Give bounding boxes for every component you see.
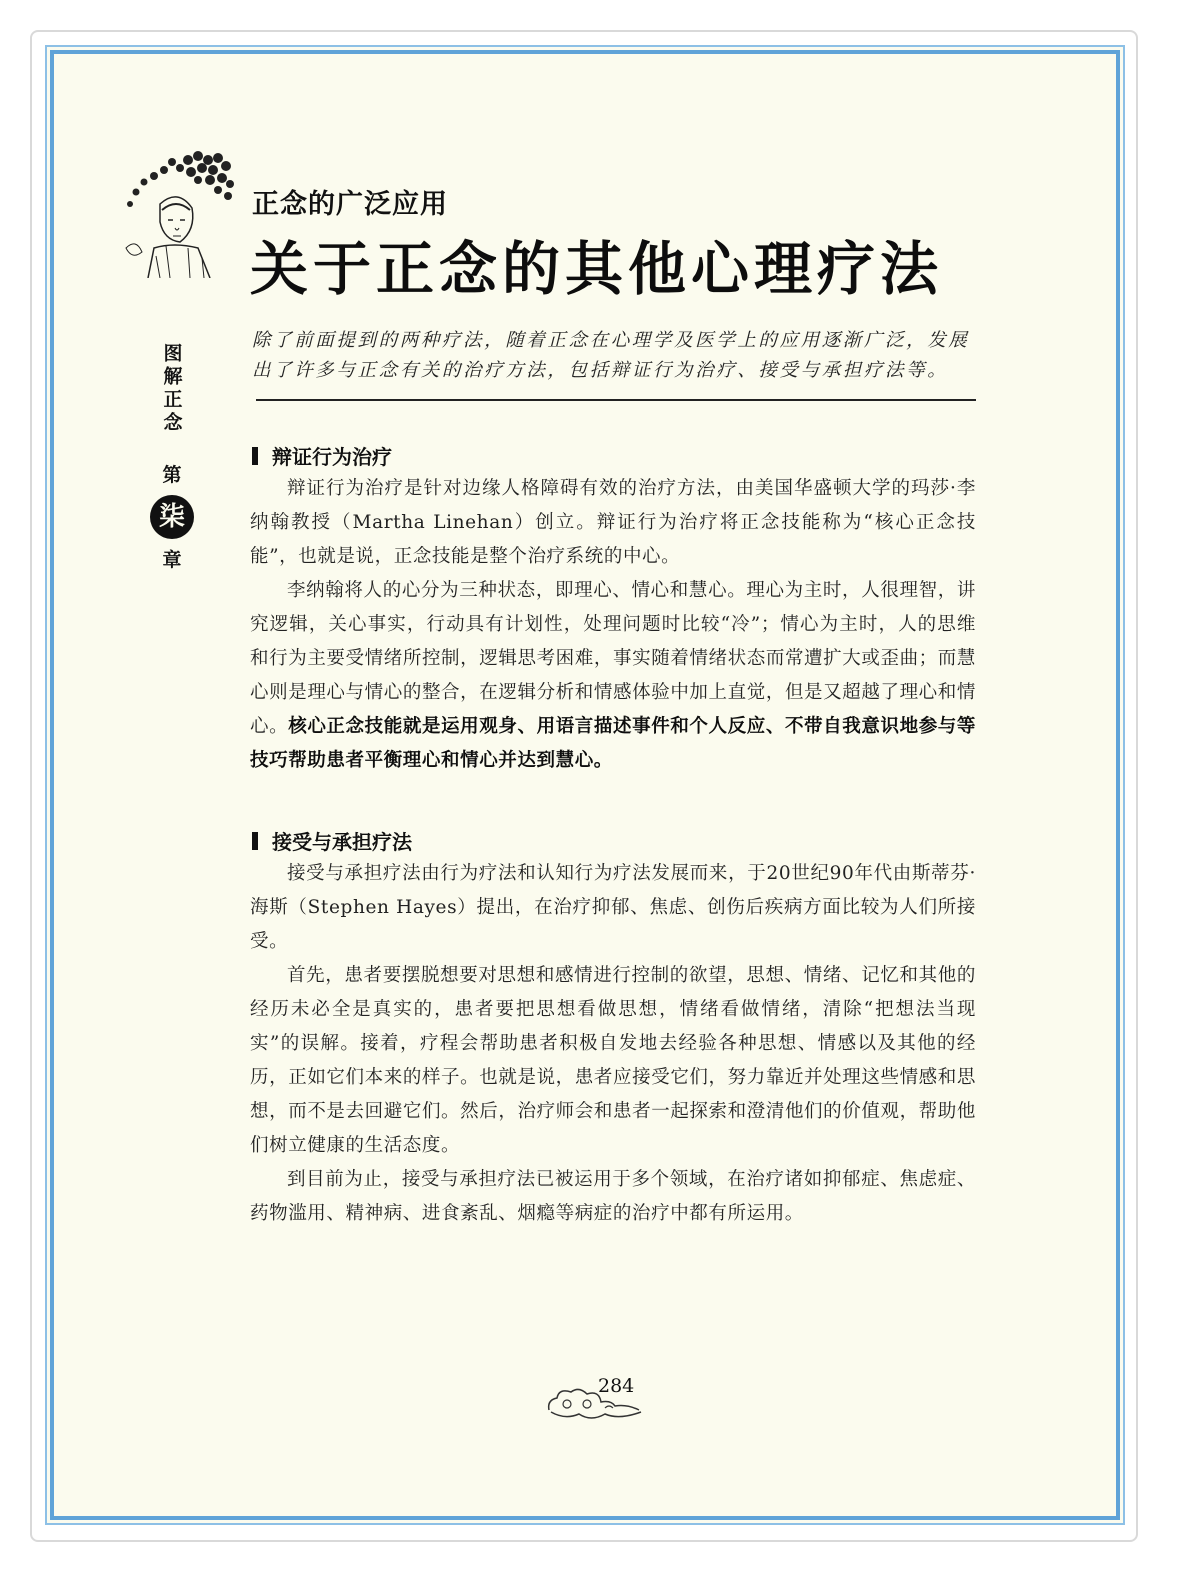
paragraph-text: 李纳翰将人的心分为三种状态，即理心、情心和慧心。理心为主时，人很理智，讲究逻辑，关心事实，行动具有计划性，处理问题时比较“冷”；情心为主时，人的思维和行为主要受情绪所控制，逻辑思考困难，事实随着情绪状态而常遭扩大或歪曲；而慧心则是理心与情心的整合，在逻辑分析和情感体验中加上直觉，但是又超越了理心和情心。 (250, 580, 976, 737)
heading-marker (252, 832, 258, 850)
chapter-prefix: 第 (162, 464, 182, 486)
section-heading-act (252, 826, 412, 855)
paragraph: 首先，患者要摆脱想要对思想和感情进行控制的欲望，思想、情绪、记忆和其他的经历未必全是真实的，患者要把思想看做思想，情绪看做情绪，清除“把想法当现实”的误解。接着，疗程会帮助患者积极自发地去经验各种思想、情感以及其他的经历，正如它们本来的样子。也就是说，患者应接受它们，努力靠近并处理这些情感和思想，而不是去回避它们。然后，治疗师会和患者一起探索和澄清他们的价值观，帮助他们树立健康的生活态度。 (250, 965, 976, 1156)
intro-paragraph: 除了前面提到的两种疗法，随着正念在心理学及医学上的应用逐渐广泛，发展出了许多与正念有关的治疗方法，包括辩证行为治疗、接受与承担疗法等。 (252, 330, 970, 381)
chapter-suffix: 章 (162, 549, 182, 571)
intro-divider (256, 399, 976, 401)
section-body-act (250, 857, 976, 1231)
paragraph: 辩证行为治疗是针对边缘人格障碍有效的治疗方法，由美国华盛顿大学的玛莎·李纳翰教授（Martha Linehan）创立。辩证行为治疗将正念技能称为“核心正念技能”，也就是说，正念技能是整个治疗系统的中心。 (250, 478, 976, 567)
paragraph: 到目前为止，接受与承担疗法已被运用于多个领域，在治疗诸如抑郁症、焦虑症、药物滥用、精神病、进食紊乱、烟瘾等病症的治疗中都有所运用。 (250, 1169, 976, 1224)
paragraph: 接受与承担疗法由行为疗法和认知行为疗法发展而来，于20世纪90年代由斯蒂芬·海斯（Stephen Hayes）提出，在治疗抑郁、焦虑、创伤后疾病方面比较为人们所接受。 (250, 863, 976, 952)
section-heading-text: 辩证行为治疗 (272, 445, 392, 469)
section-heading-dbt (252, 441, 392, 470)
heading-marker (252, 447, 258, 465)
chapter-side-label (150, 343, 194, 572)
section-kicker: 正念的广泛应用 (252, 189, 448, 220)
section-heading-text: 接受与承担疗法 (272, 830, 412, 854)
page-title: 关于正念的其他心理疗法 (250, 235, 944, 303)
section-body-dbt (250, 472, 976, 778)
monk-portrait-illustration (118, 148, 240, 278)
book-title-vertical: 图解正念 (160, 343, 183, 435)
paragraph (250, 574, 976, 778)
emphasis-text: 核心正念技能就是运用观身、用语言描述事件和个人反应、不带自我意识地参与等技巧帮助患者平衡理心和情心并达到慧心。 (250, 716, 976, 771)
page-number: 284 (598, 1375, 635, 1397)
chapter-number-badge: 柒 (150, 495, 194, 539)
